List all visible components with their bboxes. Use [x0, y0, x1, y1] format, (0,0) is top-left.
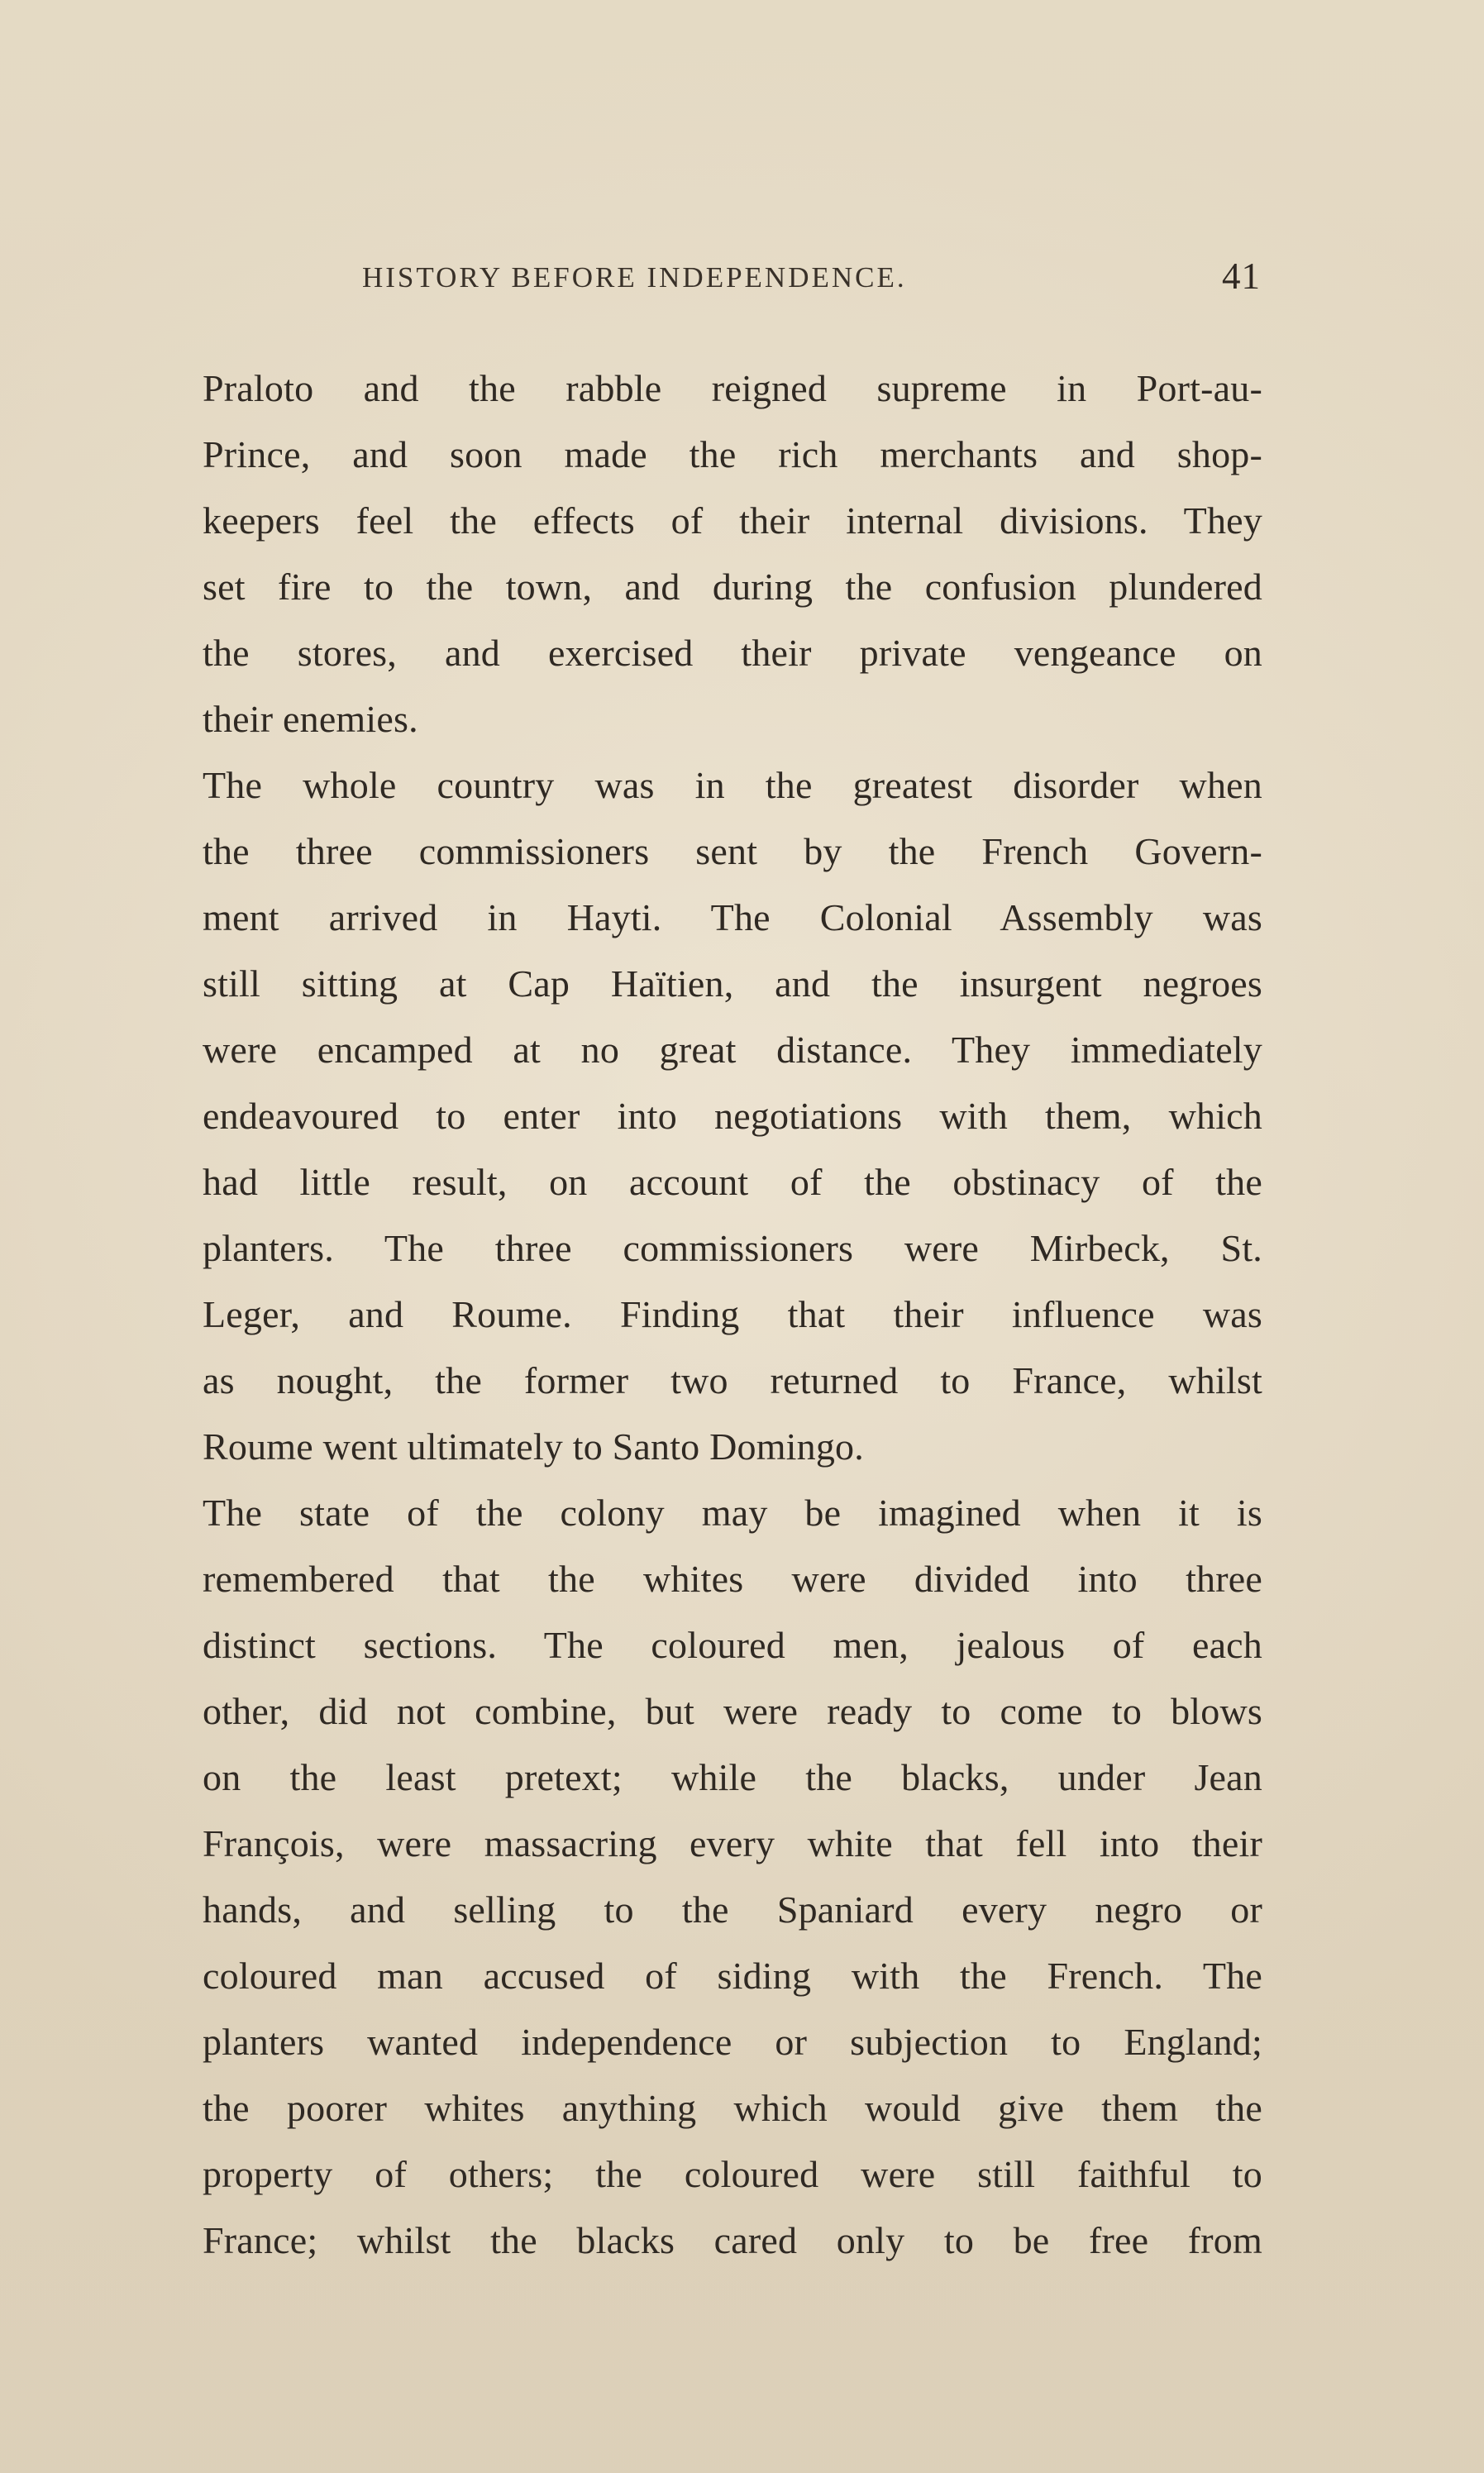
- text-line: set fire to the town, and during the confusion plundered: [203, 566, 1262, 608]
- text-line: property of others; the coloured were still faithful to: [203, 2153, 1262, 2195]
- text-line: on the least pretext; while the blacks, under Jean: [203, 1756, 1262, 1798]
- text-line: Leger, and Roume. Finding that their influence was: [203, 1293, 1262, 1335]
- text-line: had little result, on account of the obstinacy of the: [203, 1161, 1262, 1203]
- text-line: the stores, and exercised their private vengeance on: [203, 632, 1262, 674]
- text-line: Praloto and the rabble reigned supreme in Port-au-: [203, 367, 1262, 409]
- text-line: planters wanted independence or subjection to England;: [203, 2021, 1262, 2063]
- text-line: keepers feel the effects of their internal divisions. They: [203, 499, 1262, 542]
- text-line: the poorer whites anything which would give them the: [203, 2087, 1262, 2129]
- text-line: France; whilst the blacks cared only to be free from: [203, 2219, 1262, 2261]
- text-line: remembered that the whites were divided into three: [203, 1558, 1262, 1600]
- text-line: the three commissioners sent by the French Govern-: [203, 830, 1262, 872]
- paragraph-start-line: The state of the colony may be imagined when it is: [203, 1492, 1262, 1534]
- text-line: endeavoured to enter into negotiations with them, which: [203, 1095, 1262, 1137]
- text-line: were encamped at no great distance. They immediately: [203, 1029, 1262, 1071]
- text-line: their enemies.: [203, 698, 418, 740]
- text-line: planters. The three commissioners were Mirbeck, St.: [203, 1227, 1262, 1269]
- text-line: Roume went ultimately to Santo Domingo.: [203, 1425, 864, 1468]
- text-line: hands, and selling to the Spaniard every negro or: [203, 1888, 1262, 1931]
- text-line: other, did not combine, but were ready to come to blows: [203, 1690, 1262, 1732]
- paragraph-start-line: The whole country was in the greatest disorder when: [203, 764, 1262, 806]
- body-text: [203, 356, 1262, 2274]
- text-line: still sitting at Cap Haïtien, and the insurgent negroes: [203, 962, 1262, 1005]
- text-line: ment arrived in Hayti. The Colonial Assembly was: [203, 896, 1262, 938]
- running-head: [362, 255, 1261, 301]
- running-title: HISTORY BEFORE INDEPENDENCE.: [362, 261, 907, 294]
- text-line: François, were massacring every white that fell into their: [203, 1822, 1262, 1864]
- text-line: distinct sections. The coloured men, jealous of each: [203, 1624, 1262, 1666]
- text-line: coloured man accused of siding with the French. The: [203, 1955, 1262, 1997]
- text-line: Prince, and soon made the rich merchants and shop-: [203, 433, 1262, 475]
- page-number: 41: [1222, 255, 1261, 297]
- text-line: as nought, the former two returned to France, whilst: [203, 1359, 1262, 1401]
